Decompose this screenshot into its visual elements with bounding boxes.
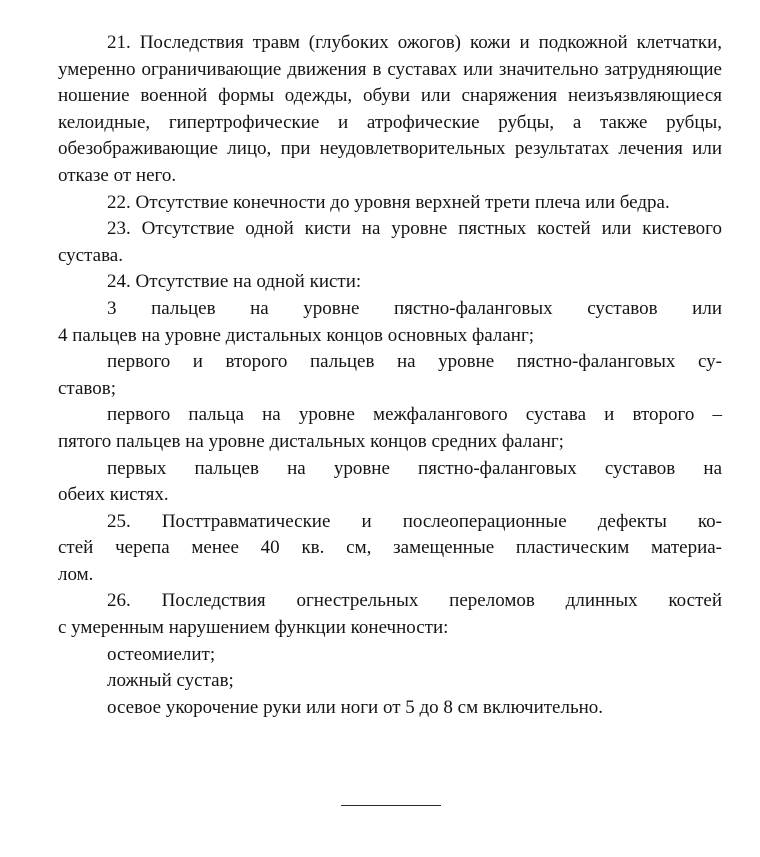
item-line: лом. — [58, 563, 94, 585]
paragraph-item-25 — [58, 509, 722, 589]
option-26-false-joint: ложный сустав; — [107, 670, 234, 692]
item-text: Посттравматические и послеоперационные дефекты ко- — [161, 510, 722, 532]
option-line: пятого пальцев на уровне дистальных концов средних фаланг; — [58, 430, 564, 452]
item-line — [58, 509, 722, 536]
option-24-first-second-fingers — [58, 349, 722, 402]
paragraph-item-24 — [58, 269, 722, 296]
item-line: с умеренным нарушением функции конечности: — [58, 617, 449, 639]
paragraph-item-26 — [58, 588, 722, 641]
document-page — [58, 30, 722, 721]
paragraph-item-22 — [58, 190, 722, 217]
option-line: первого и второго пальцев на уровне пястно-фаланговых су- — [107, 351, 722, 373]
item-number: 21. — [107, 32, 131, 53]
end-divider — [341, 805, 441, 806]
option-line: 4 пальцев на уровне дистальных концов основных фаланг; — [58, 324, 535, 346]
item-text: Отсутствие одной кисти на уровне пястных костей или кистевого сустава. — [58, 218, 722, 266]
option-line: ставов; — [58, 377, 116, 399]
option-26-axial-shortening: осевое укорочение руки или ноги от 5 до 8 см включительно. — [107, 696, 604, 718]
item-number: 25. — [107, 510, 131, 532]
item-number: 26. — [107, 590, 131, 612]
option-24-first-fingers-both-hands — [58, 456, 722, 509]
item-text: Отсутствие конечности до уровня верхней трети плеча или бедра. — [135, 191, 670, 213]
paragraph-item-21 — [58, 30, 722, 190]
item-text: Последствия травм (глубоких ожогов) кожи и подкожной клетчатки, умеренно ограничивающие движения в суставах или значительно затрудняющие ношение военной формы одежды, обуви или снаряжения неизъязвляющиеся келоидные, гипертрофические и атрофические рубцы, а также рубцы, обезображивающие лицо, при неудовлетворительных результатах лечения или отказе от него. — [58, 32, 722, 186]
item-number: 24. — [107, 271, 131, 293]
item-line — [58, 588, 722, 615]
option-line: 3 пальцев на уровне пястно-фаланговых суставов или — [107, 297, 722, 319]
option-line: первого пальца на уровне межфалангового сустава и второго – — [107, 404, 722, 426]
item-number: 22. — [107, 191, 131, 213]
item-text: Отсутствие на одной кисти: — [135, 271, 362, 293]
option-26-osteomyelitis: остеомиелит; — [107, 643, 216, 665]
option-line: первых пальцев на уровне пястно-фаланговых суставов на — [107, 457, 722, 479]
option-line: обеих кистях. — [58, 484, 169, 506]
option-24-first-finger-interphalangeal — [58, 402, 722, 455]
item-text: Последствия огнестрельных переломов длинных костей — [161, 590, 722, 612]
option-24-three-fingers — [58, 296, 722, 349]
item-line: стей черепа менее 40 кв. см, замещенные пластическим материа- — [58, 537, 722, 559]
paragraph-item-23 — [58, 216, 722, 269]
item-number: 23. — [107, 218, 131, 240]
